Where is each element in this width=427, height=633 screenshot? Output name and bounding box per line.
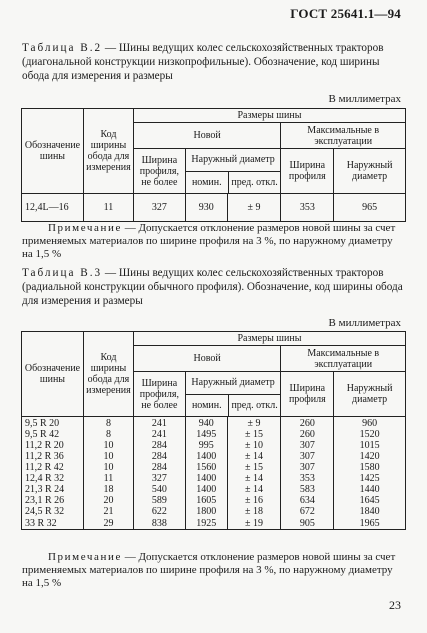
cell: 838 xyxy=(133,517,185,530)
cell: 1580 xyxy=(334,462,406,473)
table-b3-note xyxy=(22,551,404,590)
cell: 10 xyxy=(83,451,133,462)
cell: 672 xyxy=(281,506,334,517)
cell: 33 R 32 xyxy=(22,517,84,530)
page-number: 23 xyxy=(389,598,401,612)
cell: 21,3 R 24 xyxy=(22,484,84,495)
col-diam-max: Наружный диаметр xyxy=(334,372,406,417)
table-row xyxy=(22,517,406,530)
cell: 284 xyxy=(133,451,185,462)
cell: 589 xyxy=(133,495,185,506)
table-b3-caption xyxy=(22,266,404,308)
cell: 622 xyxy=(133,506,185,517)
cell: 1400 xyxy=(185,484,227,495)
cell: 20 xyxy=(83,495,133,506)
cell: 11,2 R 36 xyxy=(22,451,84,462)
cell: 634 xyxy=(281,495,334,506)
col-code: Код ширины обода для измерения xyxy=(83,332,133,417)
cell: 995 xyxy=(185,440,227,451)
col-max: Максимальные в эксплуатации xyxy=(281,123,406,149)
cell: ± 15 xyxy=(227,462,281,473)
cell: ± 14 xyxy=(227,451,281,462)
cell: ± 18 xyxy=(227,506,281,517)
col-diam-new: Наружный диаметр xyxy=(186,372,281,395)
cell: 12,4L—16 xyxy=(22,194,84,222)
table-row xyxy=(22,429,406,440)
table-b3-units: В миллиметрах xyxy=(328,317,401,329)
col-diam-new: Наружный диаметр xyxy=(186,149,281,172)
cell: ± 9 xyxy=(227,417,281,430)
note-label: Примечание xyxy=(48,222,122,234)
cell: 260 xyxy=(281,417,334,430)
standard-header: ГОСТ 25641.1—94 xyxy=(290,6,401,21)
cell: 29 xyxy=(83,517,133,530)
cell: 260 xyxy=(281,429,334,440)
col-designation: Обозначение шины xyxy=(22,109,84,194)
cell: 18 xyxy=(83,484,133,495)
table-row xyxy=(22,506,406,517)
cell: 327 xyxy=(133,194,185,222)
cell: 24,5 R 32 xyxy=(22,506,84,517)
cell: 11 xyxy=(83,194,133,222)
cell: 11,2 R 20 xyxy=(22,440,84,451)
cell: ± 10 xyxy=(227,440,281,451)
cell: ± 9 xyxy=(227,194,281,222)
col-width-max: Ширина профиля xyxy=(281,149,334,194)
cell: 307 xyxy=(281,462,334,473)
cell: 1560 xyxy=(185,462,227,473)
note-label: Примечание xyxy=(48,551,122,563)
cell: 327 xyxy=(133,473,185,484)
cell: 10 xyxy=(83,462,133,473)
cell: 1495 xyxy=(185,429,227,440)
cell: 905 xyxy=(281,517,334,530)
cell: 353 xyxy=(281,473,334,484)
col-max: Максимальные в эксплуатации xyxy=(281,346,406,372)
table-row xyxy=(22,495,406,506)
note-text: — Допускается отклонение размеров новой шины за счет применяемых материалов по ширине профиля на 3 %, по наружному диаметру на 1,5 % xyxy=(22,222,396,260)
cell: 8 xyxy=(83,429,133,440)
table-b3-label: Таблица В.3 xyxy=(22,267,103,279)
table-b2-label: Таблица В.2 xyxy=(22,42,103,54)
table-b3 xyxy=(21,331,406,530)
cell: 1925 xyxy=(185,517,227,530)
col-diam-new-group xyxy=(185,372,281,417)
cell: 1840 xyxy=(334,506,406,517)
cell: 1420 xyxy=(334,451,406,462)
col-diam-new-group xyxy=(185,149,281,194)
col-width-max: Ширина профиля xyxy=(281,372,334,417)
cell: 540 xyxy=(133,484,185,495)
cell: 21 xyxy=(83,506,133,517)
cell: 241 xyxy=(133,429,185,440)
cell: 1520 xyxy=(334,429,406,440)
cell: 1965 xyxy=(334,517,406,530)
col-diam-max: Наружный диаметр xyxy=(334,149,406,194)
table-row xyxy=(22,462,406,473)
cell: 9,5 R 42 xyxy=(22,429,84,440)
col-tol: пред. откл. xyxy=(231,177,278,188)
cell: ± 14 xyxy=(227,473,281,484)
table-row xyxy=(22,194,406,222)
cell: 583 xyxy=(281,484,334,495)
col-width-new: Ширина профиля, не более xyxy=(133,149,185,194)
cell: 1440 xyxy=(334,484,406,495)
col-new: Новой xyxy=(133,346,281,372)
cell: 9,5 R 20 xyxy=(22,417,84,430)
cell: 284 xyxy=(133,462,185,473)
cell: 307 xyxy=(281,451,334,462)
table-b2-caption-text: — Шины ведущих колес сельскохозяйственных тракторов (диагональной конструкции низкопрофильные). Обозначение, код ширины обода для измерения и размеры xyxy=(22,42,384,82)
col-width-new: Ширина профиля, не более xyxy=(133,372,185,417)
cell: 965 xyxy=(334,194,406,222)
table-row xyxy=(22,440,406,451)
col-nomin: номин. xyxy=(186,172,229,193)
table-b2 xyxy=(21,108,406,222)
note-text: — Допускается отклонение размеров новой шины за счет применяемых материалов по ширине профиля на 3 %, по наружному диаметру на 1,5 % xyxy=(22,551,396,589)
cell: 930 xyxy=(185,194,227,222)
table-row xyxy=(22,473,406,484)
cell: 11,2 R 42 xyxy=(22,462,84,473)
cell: 284 xyxy=(133,440,185,451)
cell: 940 xyxy=(185,417,227,430)
cell: 10 xyxy=(83,440,133,451)
cell: ± 14 xyxy=(227,484,281,495)
cell: 1645 xyxy=(334,495,406,506)
col-nomin: номин. xyxy=(186,395,229,416)
cell: 12,4 R 32 xyxy=(22,473,84,484)
table-b2-note xyxy=(22,222,404,261)
cell: 8 xyxy=(83,417,133,430)
cell: ± 16 xyxy=(227,495,281,506)
col-sizes: Размеры шины xyxy=(133,109,405,123)
table-b3-caption-text: — Шины ведущих колес сельскохозяйственных тракторов (радиальной конструкции обычного профиля). Обозначение, код ширины обода для измерения и размеры xyxy=(22,267,403,307)
cell: 353 xyxy=(281,194,334,222)
table-row xyxy=(22,451,406,462)
cell: 241 xyxy=(133,417,185,430)
col-sizes: Размеры шины xyxy=(133,332,405,346)
cell: 11 xyxy=(83,473,133,484)
cell: 307 xyxy=(281,440,334,451)
cell: 1015 xyxy=(334,440,406,451)
table-b2-caption xyxy=(22,41,404,83)
table-row xyxy=(22,484,406,495)
cell: 1800 xyxy=(185,506,227,517)
table-row xyxy=(22,417,406,430)
cell: 1425 xyxy=(334,473,406,484)
cell: ± 15 xyxy=(227,429,281,440)
col-tol: пред. откл. xyxy=(231,400,278,411)
table-b2-units: В миллиметрах xyxy=(328,93,401,105)
col-code: Код ширины обода для измерения xyxy=(83,109,133,194)
cell: 1400 xyxy=(185,473,227,484)
cell: 23,1 R 26 xyxy=(22,495,84,506)
cell: 1605 xyxy=(185,495,227,506)
cell: 960 xyxy=(334,417,406,430)
cell: 1400 xyxy=(185,451,227,462)
col-new: Новой xyxy=(133,123,280,149)
col-designation: Обозначение шины xyxy=(22,332,84,417)
cell: ± 19 xyxy=(227,517,281,530)
table-b3-body xyxy=(22,417,406,530)
